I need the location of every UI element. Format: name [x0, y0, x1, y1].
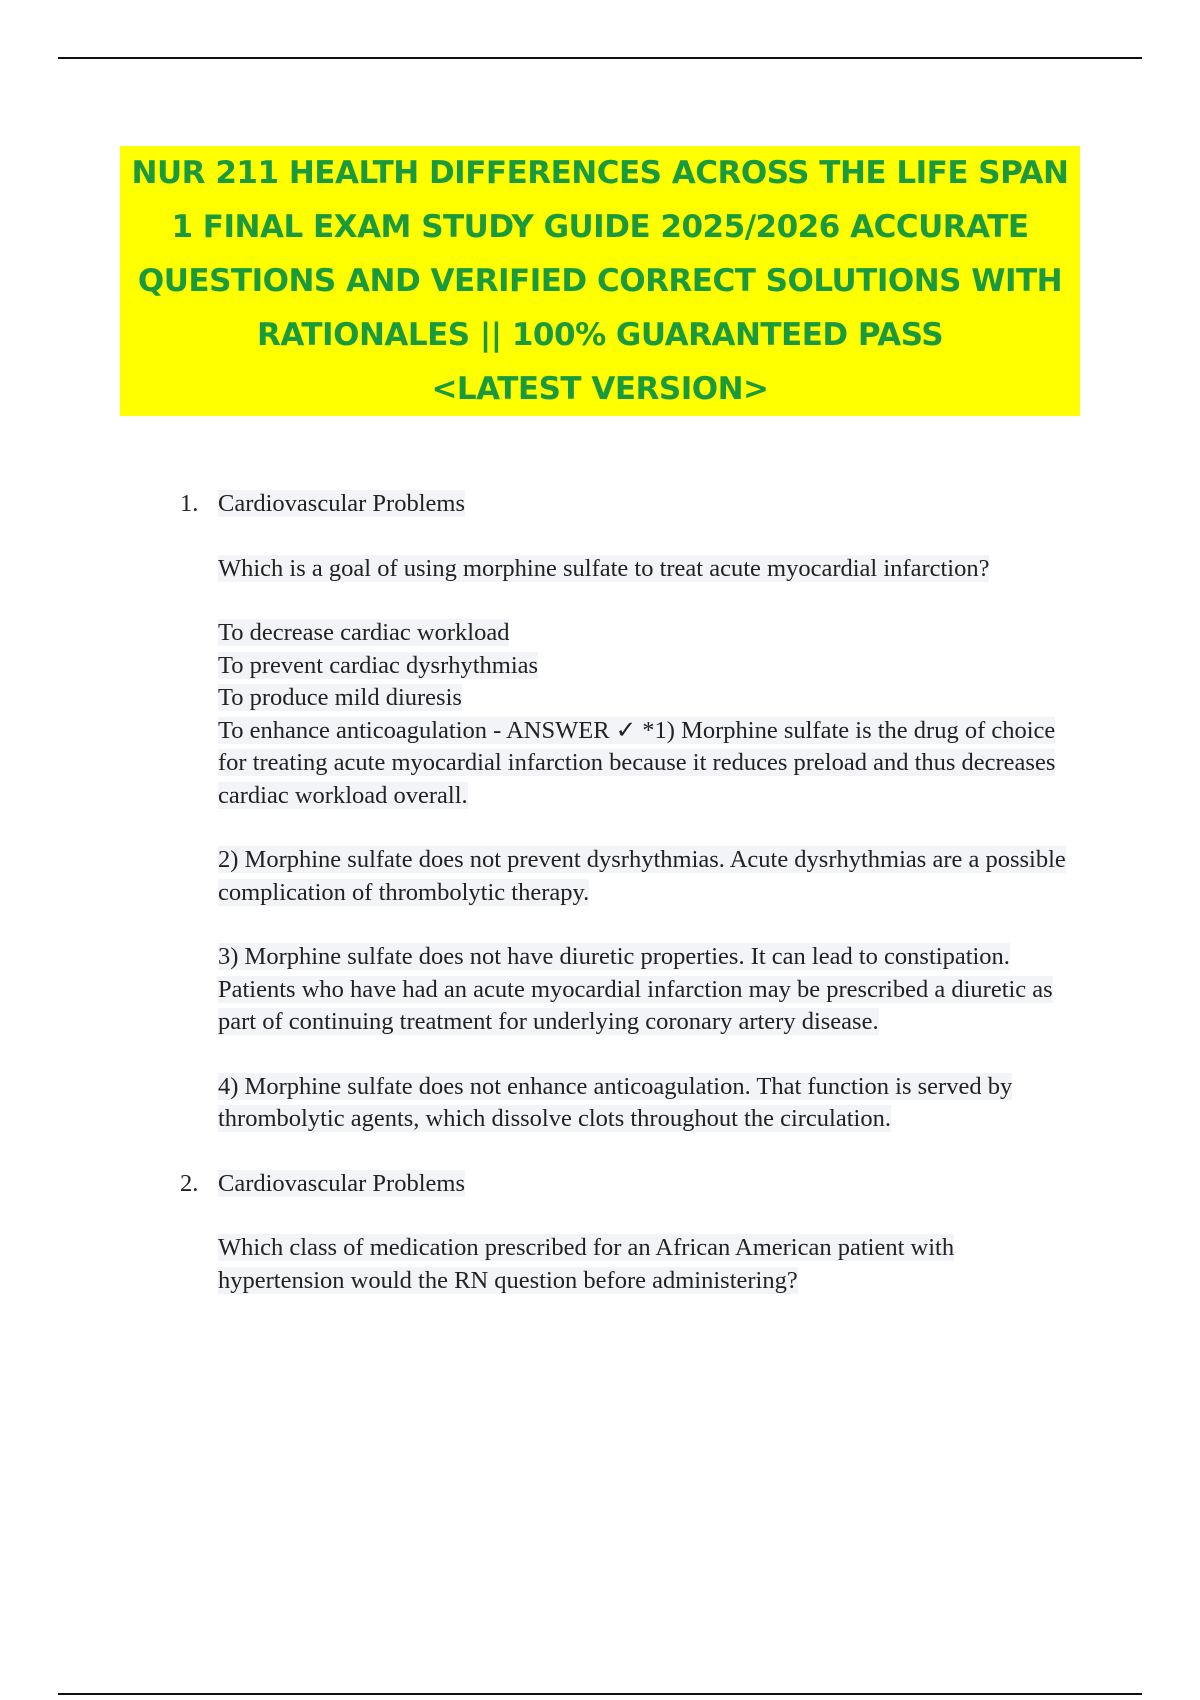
question-number: 1.	[180, 490, 199, 517]
question-list	[180, 488, 1080, 1297]
document-title	[120, 146, 1080, 416]
rationale-3: 3) Morphine sulfate does not have diuretic properties. It can lead to constipation. Patients who have had an acute myocardial infarction may be prescribed a diuretic as part of continuing treatment for underlying coronary artery disease.	[218, 943, 1053, 1035]
footer-rule	[58, 1693, 1142, 1695]
question-number: 2.	[180, 1169, 199, 1197]
question-item-2	[180, 1168, 1080, 1298]
question-category: Cardiovascular Problems	[218, 1169, 465, 1197]
title-line-4: RATIONALES || 100% GUARANTEED PASS	[255, 314, 945, 356]
rationale-4: 4) Morphine sulfate does not enhance anticoagulation. That function is served by thrombolytic agents, which dissolve clots throughout the circulation.	[218, 1072, 1013, 1132]
option-text: To produce mild diuresis	[218, 684, 462, 711]
answer-options	[218, 617, 1080, 812]
header-rule	[58, 57, 1142, 59]
title-line-1: NUR 211 HEALTH DIFFERENCES ACROSS THE LIFE SPAN	[130, 152, 1071, 194]
option-text: To decrease cardiac workload	[218, 619, 510, 646]
question-stem: Which is a goal of using morphine sulfate to treat acute myocardial infarction?	[218, 554, 990, 582]
question-stem: Which class of medication prescribed for an African American patient with hypertension would the RN question before administering?	[218, 1234, 955, 1294]
option-text: To prevent cardiac dysrhythmias	[218, 651, 539, 679]
title-line-5: <LATEST VERSION>	[429, 368, 770, 410]
answer-rationale-1: To enhance anticoagulation - ANSWER ✓ *1) Morphine sulfate is the drug of choice for treating acute myocardial infarction because it reduces preload and thus decreases cardiac workload overall.	[218, 716, 1056, 809]
title-line-2: 1 FINAL EXAM STUDY GUIDE 2025/2026 ACCURATE	[169, 206, 1030, 248]
question-category: Cardiovascular Problems	[218, 490, 465, 517]
rationale-2: 2) Morphine sulfate does not prevent dysrhythmias. Acute dysrhythmias are a possible complication of thrombolytic therapy.	[218, 846, 1066, 906]
title-line-3: QUESTIONS AND VERIFIED CORRECT SOLUTIONS WITH	[136, 260, 1064, 302]
question-item-1	[180, 488, 1080, 1136]
